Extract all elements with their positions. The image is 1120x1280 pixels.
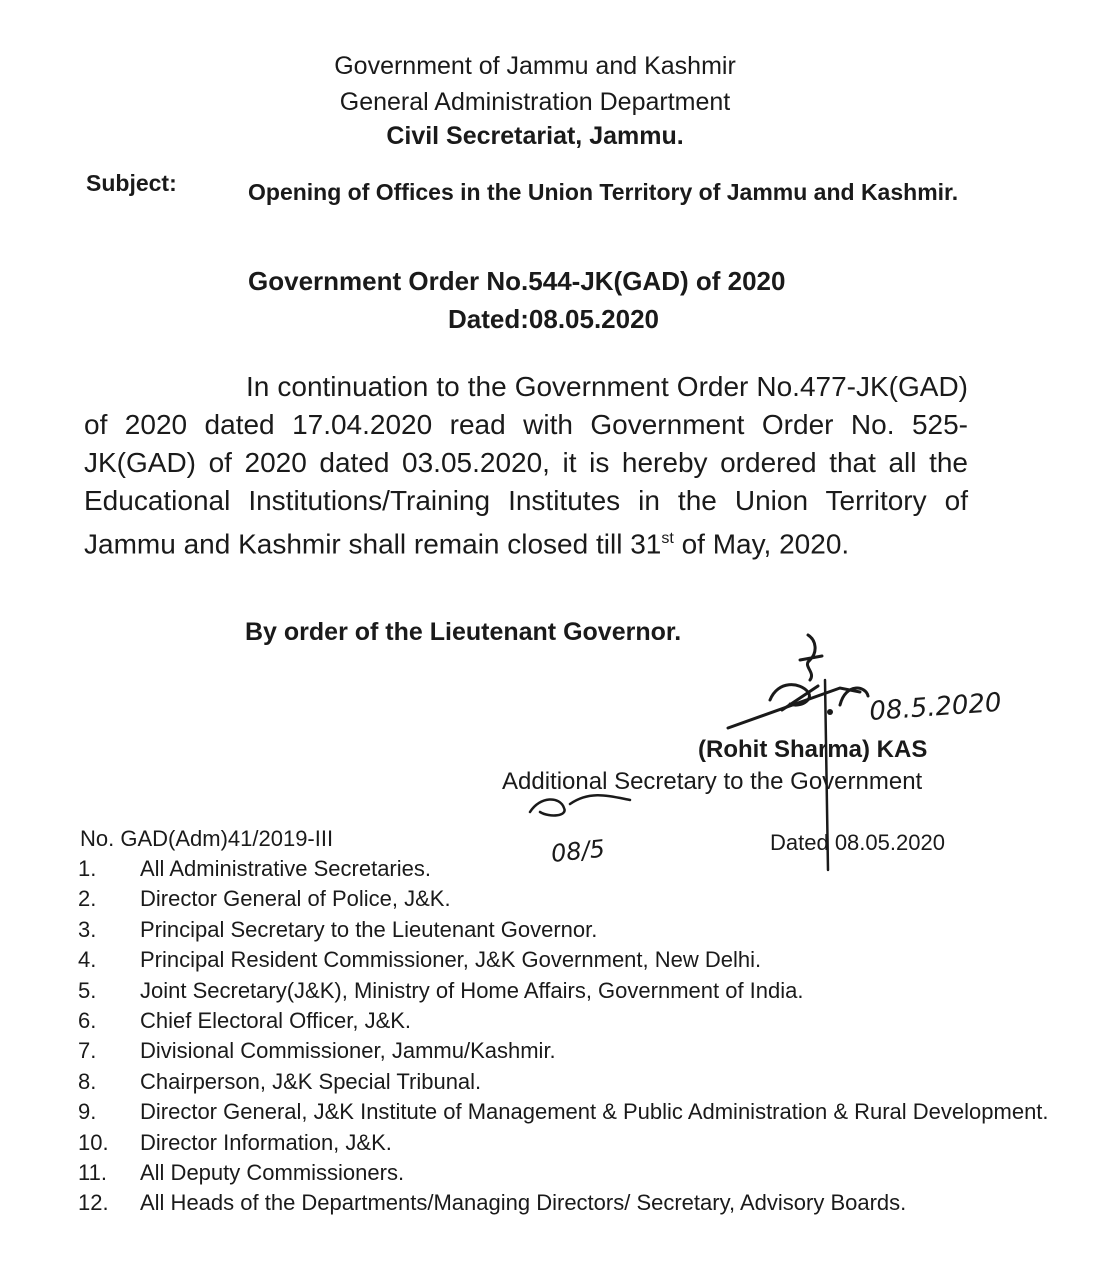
by-order-line: By order of the Lieutenant Governor.: [245, 618, 682, 646]
list-item: 2. Director General of Police, J&K.: [78, 886, 451, 912]
order-paragraph: [84, 368, 968, 563]
header-secretariat: Civil Secretariat, Jammu.: [386, 122, 684, 150]
signatory-designation: Additional Secretary to the Government: [502, 768, 923, 795]
list-item: 11. All Deputy Commissioners.: [78, 1160, 405, 1186]
list-item: 6. Chief Electoral Officer, J&K.: [78, 1008, 412, 1034]
list-item: 7. Divisional Commissioner, Jammu/Kashmir.: [78, 1038, 556, 1064]
signatory-name: (Rohit Sharma) KAS: [698, 736, 928, 763]
list-item: 1. All Administrative Secretaries.: [78, 856, 431, 881]
list-item: 9. Director General, J&K Institute of Management & Public Administration & Rural Development.: [78, 1099, 1049, 1125]
list-item: 8. Chairperson, J&K Special Tribunal.: [78, 1068, 482, 1094]
initial-note: 08/5: [549, 834, 607, 868]
header-department: General Administration Department: [339, 88, 731, 116]
list-item: 5. Joint Secretary(J&K), Ministry of Home Affairs, Government of India.: [78, 977, 804, 1003]
list-item: 3. Principal Secretary to the Lieutenant Governor.: [78, 916, 598, 942]
list-item: 12. All Heads of the Departments/Managing Directors/ Secretary, Advisory Boards.: [78, 1190, 907, 1216]
paragraph-tail: of May, 2020.: [673, 528, 850, 560]
subject-text: Opening of Offices in the Union Territory of Jammu and Kashmir.: [248, 179, 959, 205]
reference-number: No. GAD(Adm)41/2019-III: [80, 826, 334, 851]
handwritten-date: 08.5.2020: [868, 687, 1003, 727]
paragraph-text: In continuation to the Government Order No.477-JK(GAD) of 2020 dated 17.04.2020 read with Government Order No. 525-JK(GAD) of 2020 dated 03.05.2020, it is hereby ordered that all the Educational Institutions/Training Institutes in the Union Territory of Jammu and Kashmir shall remain closed till 31: [84, 371, 968, 560]
ordinal-suffix: st: [661, 530, 674, 547]
recipients-list: [72, 854, 1049, 1219]
list-item: 10. Director Information, J&K.: [78, 1129, 392, 1155]
subject-label: Subject:: [86, 170, 177, 196]
reference-date: Dated 08.05.2020: [770, 830, 945, 855]
list-item: 4. Principal Resident Commissioner, J&K Government, New Delhi.: [78, 947, 762, 973]
order-title: Government Order No.544-JK(GAD) of 2020: [248, 266, 786, 296]
header-government: Government of Jammu and Kashmir: [334, 52, 736, 80]
order-date: Dated:08.05.2020: [448, 304, 660, 334]
